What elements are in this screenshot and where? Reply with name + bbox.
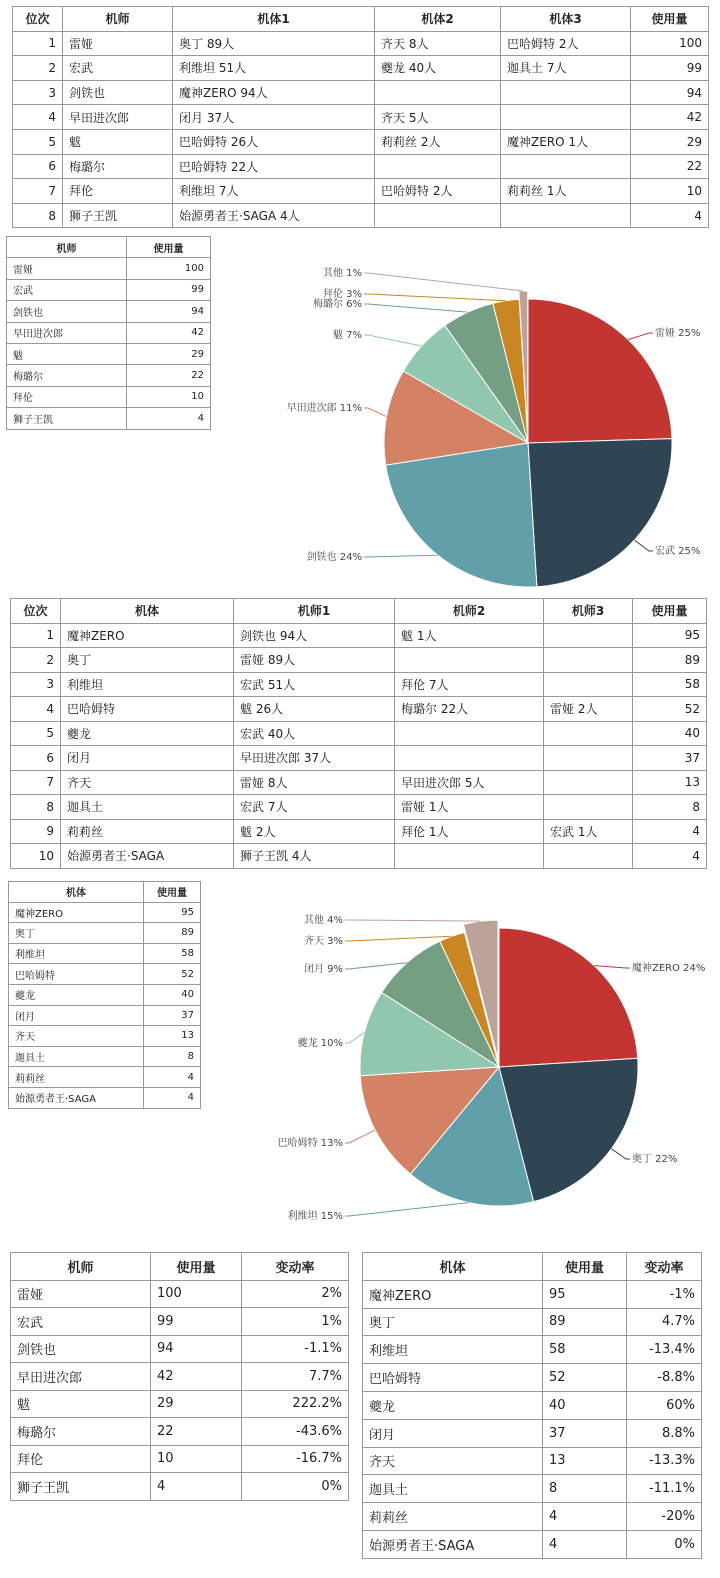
table-cell: 莉莉丝 2人 — [375, 129, 501, 154]
table-header-row — [363, 1253, 702, 1281]
pie-slice-label: 早田进次郎 11% — [286, 403, 362, 414]
table-row — [11, 1390, 349, 1418]
pie-slice-label: 其他 4% — [303, 915, 343, 926]
table-cell: 宏武 40人 — [234, 721, 395, 746]
table-cell: 13 — [633, 770, 707, 795]
table-cell: 10 — [11, 844, 61, 869]
table-header-row — [11, 1253, 349, 1281]
table-cell: 52 — [633, 697, 707, 722]
header-cell: 使用量 — [144, 882, 201, 903]
table-cell: 始源勇者王·SAGA 4人 — [173, 203, 375, 228]
table-cell: 100 — [127, 258, 211, 279]
table-cell: 狮子王凯 — [63, 203, 173, 228]
pie-slice-label: 闭月 9% — [303, 964, 343, 975]
mech-change-table — [362, 1252, 702, 1559]
table-cell: 宏武 7人 — [234, 795, 395, 820]
table-cell: 3 — [11, 672, 61, 697]
pie-leader-line — [345, 1032, 364, 1043]
table-cell: -16.7% — [242, 1445, 349, 1473]
pie-slice-label: 奥丁 22% — [632, 1154, 678, 1165]
table-cell: 魔神ZERO 1人 — [501, 129, 631, 154]
table-cell: 22 — [151, 1418, 242, 1446]
pie-slice-label: 剑铁也 24% — [306, 552, 362, 563]
table-cell: 始源勇者王·SAGA — [9, 1087, 144, 1108]
header-cell: 位次 — [13, 7, 63, 32]
table-cell: -13.3% — [627, 1447, 702, 1475]
table-cell: 4 — [631, 203, 709, 228]
table-cell: 2% — [242, 1280, 349, 1308]
table-cell: 剑铁也 — [63, 80, 173, 105]
table-cell: 4.7% — [627, 1308, 702, 1336]
table-cell: 魃 2人 — [234, 819, 395, 844]
table-cell: 1% — [242, 1308, 349, 1336]
table-cell: -11.1% — [627, 1475, 702, 1503]
table-row — [11, 1418, 349, 1446]
table-cell: 4 — [633, 844, 707, 869]
table-cell: 4 — [633, 819, 707, 844]
table-row — [363, 1447, 702, 1475]
table-cell: 29 — [127, 343, 211, 364]
table-cell: 22 — [127, 365, 211, 386]
table-cell: 利维坦 51人 — [173, 56, 375, 81]
header-cell: 机体 — [61, 599, 234, 624]
table-cell: 狮子王凯 — [7, 408, 127, 429]
table-cell: 99 — [127, 279, 211, 300]
pie-leader-line — [594, 966, 630, 968]
table-cell: 齐天 8人 — [375, 31, 501, 56]
table-cell: 99 — [151, 1308, 242, 1336]
header-cell: 机师 — [63, 7, 173, 32]
header-cell: 使用量 — [127, 237, 211, 258]
table-cell: 3 — [13, 80, 63, 105]
table-cell: 95 — [543, 1280, 627, 1308]
table-cell: -1% — [627, 1280, 702, 1308]
table-cell: 40 — [633, 721, 707, 746]
pie-slice-label: 梅璐尔 6% — [312, 299, 362, 310]
header-cell: 机师2 — [395, 599, 544, 624]
table-row — [11, 1335, 349, 1363]
table-cell: 5 — [13, 129, 63, 154]
table-cell: 22 — [631, 154, 709, 179]
table-row — [363, 1530, 702, 1558]
table-cell: 巴哈姆特 2人 — [375, 179, 501, 204]
table-cell: 58 — [543, 1336, 627, 1364]
table-cell: 58 — [633, 672, 707, 697]
pie-slice-label: 宏武 25% — [655, 546, 701, 557]
table-row — [11, 1308, 349, 1336]
table-cell: 拜伦 — [11, 1445, 151, 1473]
table-cell: 魃 1人 — [395, 623, 544, 648]
table-cell: 宏武 1人 — [544, 819, 633, 844]
table-cell: 13 — [543, 1447, 627, 1475]
table-cell: 宏武 — [63, 56, 173, 81]
table-cell: 52 — [144, 964, 201, 985]
table-cell: 奥丁 89人 — [173, 31, 375, 56]
table-cell: 7.7% — [242, 1363, 349, 1391]
header-cell: 变动率 — [627, 1253, 702, 1281]
table-cell: 4 — [144, 1067, 201, 1088]
table-cell: 巴哈姆特 — [9, 964, 144, 985]
table-cell: 闭月 — [9, 1005, 144, 1026]
table-row — [363, 1475, 702, 1503]
table-cell: 齐天 — [363, 1447, 543, 1475]
table-cell: 42 — [127, 322, 211, 343]
table-cell: 89 — [633, 648, 707, 673]
table-cell: 始源勇者王·SAGA — [363, 1530, 543, 1558]
table-cell: 2 — [13, 56, 63, 81]
table-cell: 早田进次郎 — [11, 1363, 151, 1391]
table-cell: 8 — [11, 795, 61, 820]
table-cell: 狮子王凯 4人 — [234, 844, 395, 869]
header-cell: 机体 — [9, 882, 144, 903]
table-cell: 奥丁 — [9, 923, 144, 944]
pie-slice-label: 利维坦 15% — [287, 1211, 343, 1222]
pie-slice — [499, 928, 638, 1067]
table-cell: 10 — [631, 179, 709, 204]
header-cell: 使用量 — [633, 599, 707, 624]
table-cell: 齐天 5人 — [375, 105, 501, 130]
table-cell: 95 — [633, 623, 707, 648]
table-cell: 13 — [144, 1026, 201, 1047]
table-cell: 60% — [627, 1391, 702, 1419]
table-cell: 0% — [627, 1530, 702, 1558]
table-cell: 6 — [13, 154, 63, 179]
table-cell: 巴哈姆特 — [363, 1364, 543, 1392]
table-row — [11, 1445, 349, 1473]
table-cell: 37 — [543, 1419, 627, 1447]
table-cell: 29 — [631, 129, 709, 154]
pie-slice-label: 其他 1% — [322, 268, 362, 279]
table-cell: 迦具土 — [61, 795, 234, 820]
table-cell: 梅璐尔 — [63, 154, 173, 179]
table-cell: 宏武 — [7, 279, 127, 300]
pie-slice-label: 魔神ZERO 24% — [632, 963, 706, 974]
table-cell: 42 — [151, 1363, 242, 1391]
table-cell: 魔神ZERO — [363, 1280, 543, 1308]
table-cell: 10 — [151, 1445, 242, 1473]
table-cell: 95 — [144, 902, 201, 923]
header-cell: 使用量 — [151, 1253, 242, 1281]
table-cell: 莉莉丝 — [363, 1503, 543, 1531]
table-cell: 40 — [144, 984, 201, 1005]
table-cell: 4 — [127, 408, 211, 429]
table-cell: 始源勇者王·SAGA — [61, 844, 234, 869]
table-cell: 雷娅 — [63, 31, 173, 56]
table-cell: 40 — [543, 1391, 627, 1419]
table-row — [11, 1363, 349, 1391]
table-cell: 1 — [13, 31, 63, 56]
table-cell: 巴哈姆特 22人 — [173, 154, 375, 179]
table-cell: 8 — [13, 203, 63, 228]
table-cell: 4 — [144, 1087, 201, 1108]
table-row — [363, 1503, 702, 1531]
header-cell: 位次 — [11, 599, 61, 624]
table-cell: 夔龙 40人 — [375, 56, 501, 81]
table-cell: 齐天 — [61, 770, 234, 795]
table-row — [11, 1473, 349, 1501]
table-cell: 莉莉丝 — [61, 819, 234, 844]
table-cell: 雷娅 8人 — [234, 770, 395, 795]
pie-slice-label: 夔龙 10% — [297, 1038, 343, 1049]
table-cell: 8.8% — [627, 1419, 702, 1447]
table-cell: 早田进次郎 5人 — [395, 770, 544, 795]
table-cell: 夔龙 — [61, 721, 234, 746]
header-cell: 机师 — [11, 1253, 151, 1281]
table-cell: 99 — [631, 56, 709, 81]
table-row — [11, 1280, 349, 1308]
pie-slice-label: 魃 7% — [332, 330, 362, 341]
table-cell: -8.8% — [627, 1364, 702, 1392]
pie-leader-line — [345, 920, 481, 921]
table-cell: 7 — [11, 770, 61, 795]
table-cell: 37 — [633, 746, 707, 771]
table-cell: 巴哈姆特 26人 — [173, 129, 375, 154]
table-cell: 奥丁 — [363, 1308, 543, 1336]
table-cell: 魔神ZERO 94人 — [173, 80, 375, 105]
pie-slice-label: 巴哈姆特 13% — [277, 1138, 343, 1149]
table-cell: 宏武 — [11, 1308, 151, 1336]
table-cell: 94 — [151, 1335, 242, 1363]
table-cell: 94 — [127, 301, 211, 322]
table-cell: 宏武 51人 — [234, 672, 395, 697]
table-cell: 迦具土 — [9, 1046, 144, 1067]
table-cell: 魃 — [7, 343, 127, 364]
table-cell: 夔龙 — [9, 984, 144, 1005]
table-cell: 100 — [631, 31, 709, 56]
table-cell: 狮子王凯 — [11, 1473, 151, 1501]
header-cell: 机体3 — [501, 7, 631, 32]
pie-slice-label: 拜伦 3% — [322, 289, 362, 300]
table-cell: 魔神ZERO — [61, 623, 234, 648]
header-cell: 使用量 — [543, 1253, 627, 1281]
table-cell: 迦具土 7人 — [501, 56, 631, 81]
table-cell: 利维坦 — [9, 943, 144, 964]
header-cell: 机师3 — [544, 599, 633, 624]
table-cell: 早田进次郎 — [7, 322, 127, 343]
table-cell: 迦具土 — [363, 1475, 543, 1503]
table-cell: 魃 26人 — [234, 697, 395, 722]
table-row — [363, 1308, 702, 1336]
table-cell: 8 — [144, 1046, 201, 1067]
table-cell: 100 — [151, 1280, 242, 1308]
table-cell: 42 — [631, 105, 709, 130]
table-cell: 莉莉丝 — [9, 1067, 144, 1088]
table-cell: 89 — [144, 923, 201, 944]
pie-slice-label: 雷娅 25% — [655, 328, 701, 339]
table-cell: 58 — [144, 943, 201, 964]
table-cell: 4 — [13, 105, 63, 130]
table-cell: 利维坦 — [61, 672, 234, 697]
header-cell: 机体1 — [173, 7, 375, 32]
table-cell: 拜伦 7人 — [395, 672, 544, 697]
table-cell: 7 — [13, 179, 63, 204]
table-cell: 剑铁也 — [7, 301, 127, 322]
table-cell: 闭月 — [61, 746, 234, 771]
table-cell: 巴哈姆特 — [61, 697, 234, 722]
table-cell: 拜伦 — [63, 179, 173, 204]
header-cell: 使用量 — [631, 7, 709, 32]
table-cell: 4 — [543, 1530, 627, 1558]
table-cell: 魃 — [63, 129, 173, 154]
table-cell: 雷娅 — [11, 1280, 151, 1308]
table-cell: 魔神ZERO — [9, 902, 144, 923]
table-cell: 早田进次郎 — [63, 105, 173, 130]
table-cell: -43.6% — [242, 1418, 349, 1446]
table-cell: 奥丁 — [61, 648, 234, 673]
table-cell: 10 — [127, 386, 211, 407]
table-row — [363, 1336, 702, 1364]
table-cell: 早田进次郎 37人 — [234, 746, 395, 771]
table-cell: 1 — [11, 623, 61, 648]
table-cell: 89 — [543, 1308, 627, 1336]
table-cell: 雷娅 2人 — [544, 697, 633, 722]
header-cell: 机师1 — [234, 599, 395, 624]
header-cell: 机体2 — [375, 7, 501, 32]
pilot-change-table — [10, 1252, 349, 1501]
table-row — [363, 1391, 702, 1419]
table-cell: 梅璐尔 — [7, 365, 127, 386]
table-cell: 雷娅 1人 — [395, 795, 544, 820]
table-cell: 剑铁也 94人 — [234, 623, 395, 648]
table-cell: 雷娅 89人 — [234, 648, 395, 673]
table-row — [363, 1280, 702, 1308]
table-cell: 5 — [11, 721, 61, 746]
table-cell: 8 — [633, 795, 707, 820]
table-row — [363, 1419, 702, 1447]
table-cell: -13.4% — [627, 1336, 702, 1364]
table-cell: 剑铁也 — [11, 1335, 151, 1363]
table-cell: 利维坦 7人 — [173, 179, 375, 204]
table-cell: 梅璐尔 — [11, 1418, 151, 1446]
table-cell: -20% — [627, 1503, 702, 1531]
table-cell: 4 — [151, 1473, 242, 1501]
table-cell: 0% — [242, 1473, 349, 1501]
pie-leader-line — [345, 963, 407, 969]
header-cell: 机师 — [7, 237, 127, 258]
table-row — [363, 1364, 702, 1392]
header-cell: 变动率 — [242, 1253, 349, 1281]
table-cell: 37 — [144, 1005, 201, 1026]
table-cell: 齐天 — [9, 1026, 144, 1047]
table-cell: 利维坦 — [363, 1336, 543, 1364]
table-cell: 闭月 — [363, 1419, 543, 1447]
table-cell: 29 — [151, 1390, 242, 1418]
table-cell: 夔龙 — [363, 1391, 543, 1419]
table-cell: 9 — [11, 819, 61, 844]
table-cell: 拜伦 1人 — [395, 819, 544, 844]
pie-leader-line — [345, 1203, 469, 1216]
table-cell: 拜伦 — [7, 386, 127, 407]
table-cell: 52 — [543, 1364, 627, 1392]
pie-leader-line — [345, 1130, 375, 1143]
table-cell: 梅璐尔 22人 — [395, 697, 544, 722]
pie-leader-line — [611, 1149, 630, 1159]
table-cell: 6 — [11, 746, 61, 771]
table-cell: 4 — [543, 1503, 627, 1531]
table-cell: 闭月 37人 — [173, 105, 375, 130]
table-cell: -1.1% — [242, 1335, 349, 1363]
table-cell: 魃 — [11, 1390, 151, 1418]
pie-leader-line — [345, 936, 452, 941]
table-cell: 2 — [11, 648, 61, 673]
table-cell: 94 — [631, 80, 709, 105]
table-cell: 8 — [543, 1475, 627, 1503]
table-cell: 4 — [11, 697, 61, 722]
table-cell: 222.2% — [242, 1390, 349, 1418]
pie-slice-label: 齐天 3% — [303, 936, 343, 947]
table-cell: 莉莉丝 1人 — [501, 179, 631, 204]
header-cell: 机体 — [363, 1253, 543, 1281]
table-cell: 雷娅 — [7, 258, 127, 279]
table-cell: 巴哈姆特 2人 — [501, 31, 631, 56]
